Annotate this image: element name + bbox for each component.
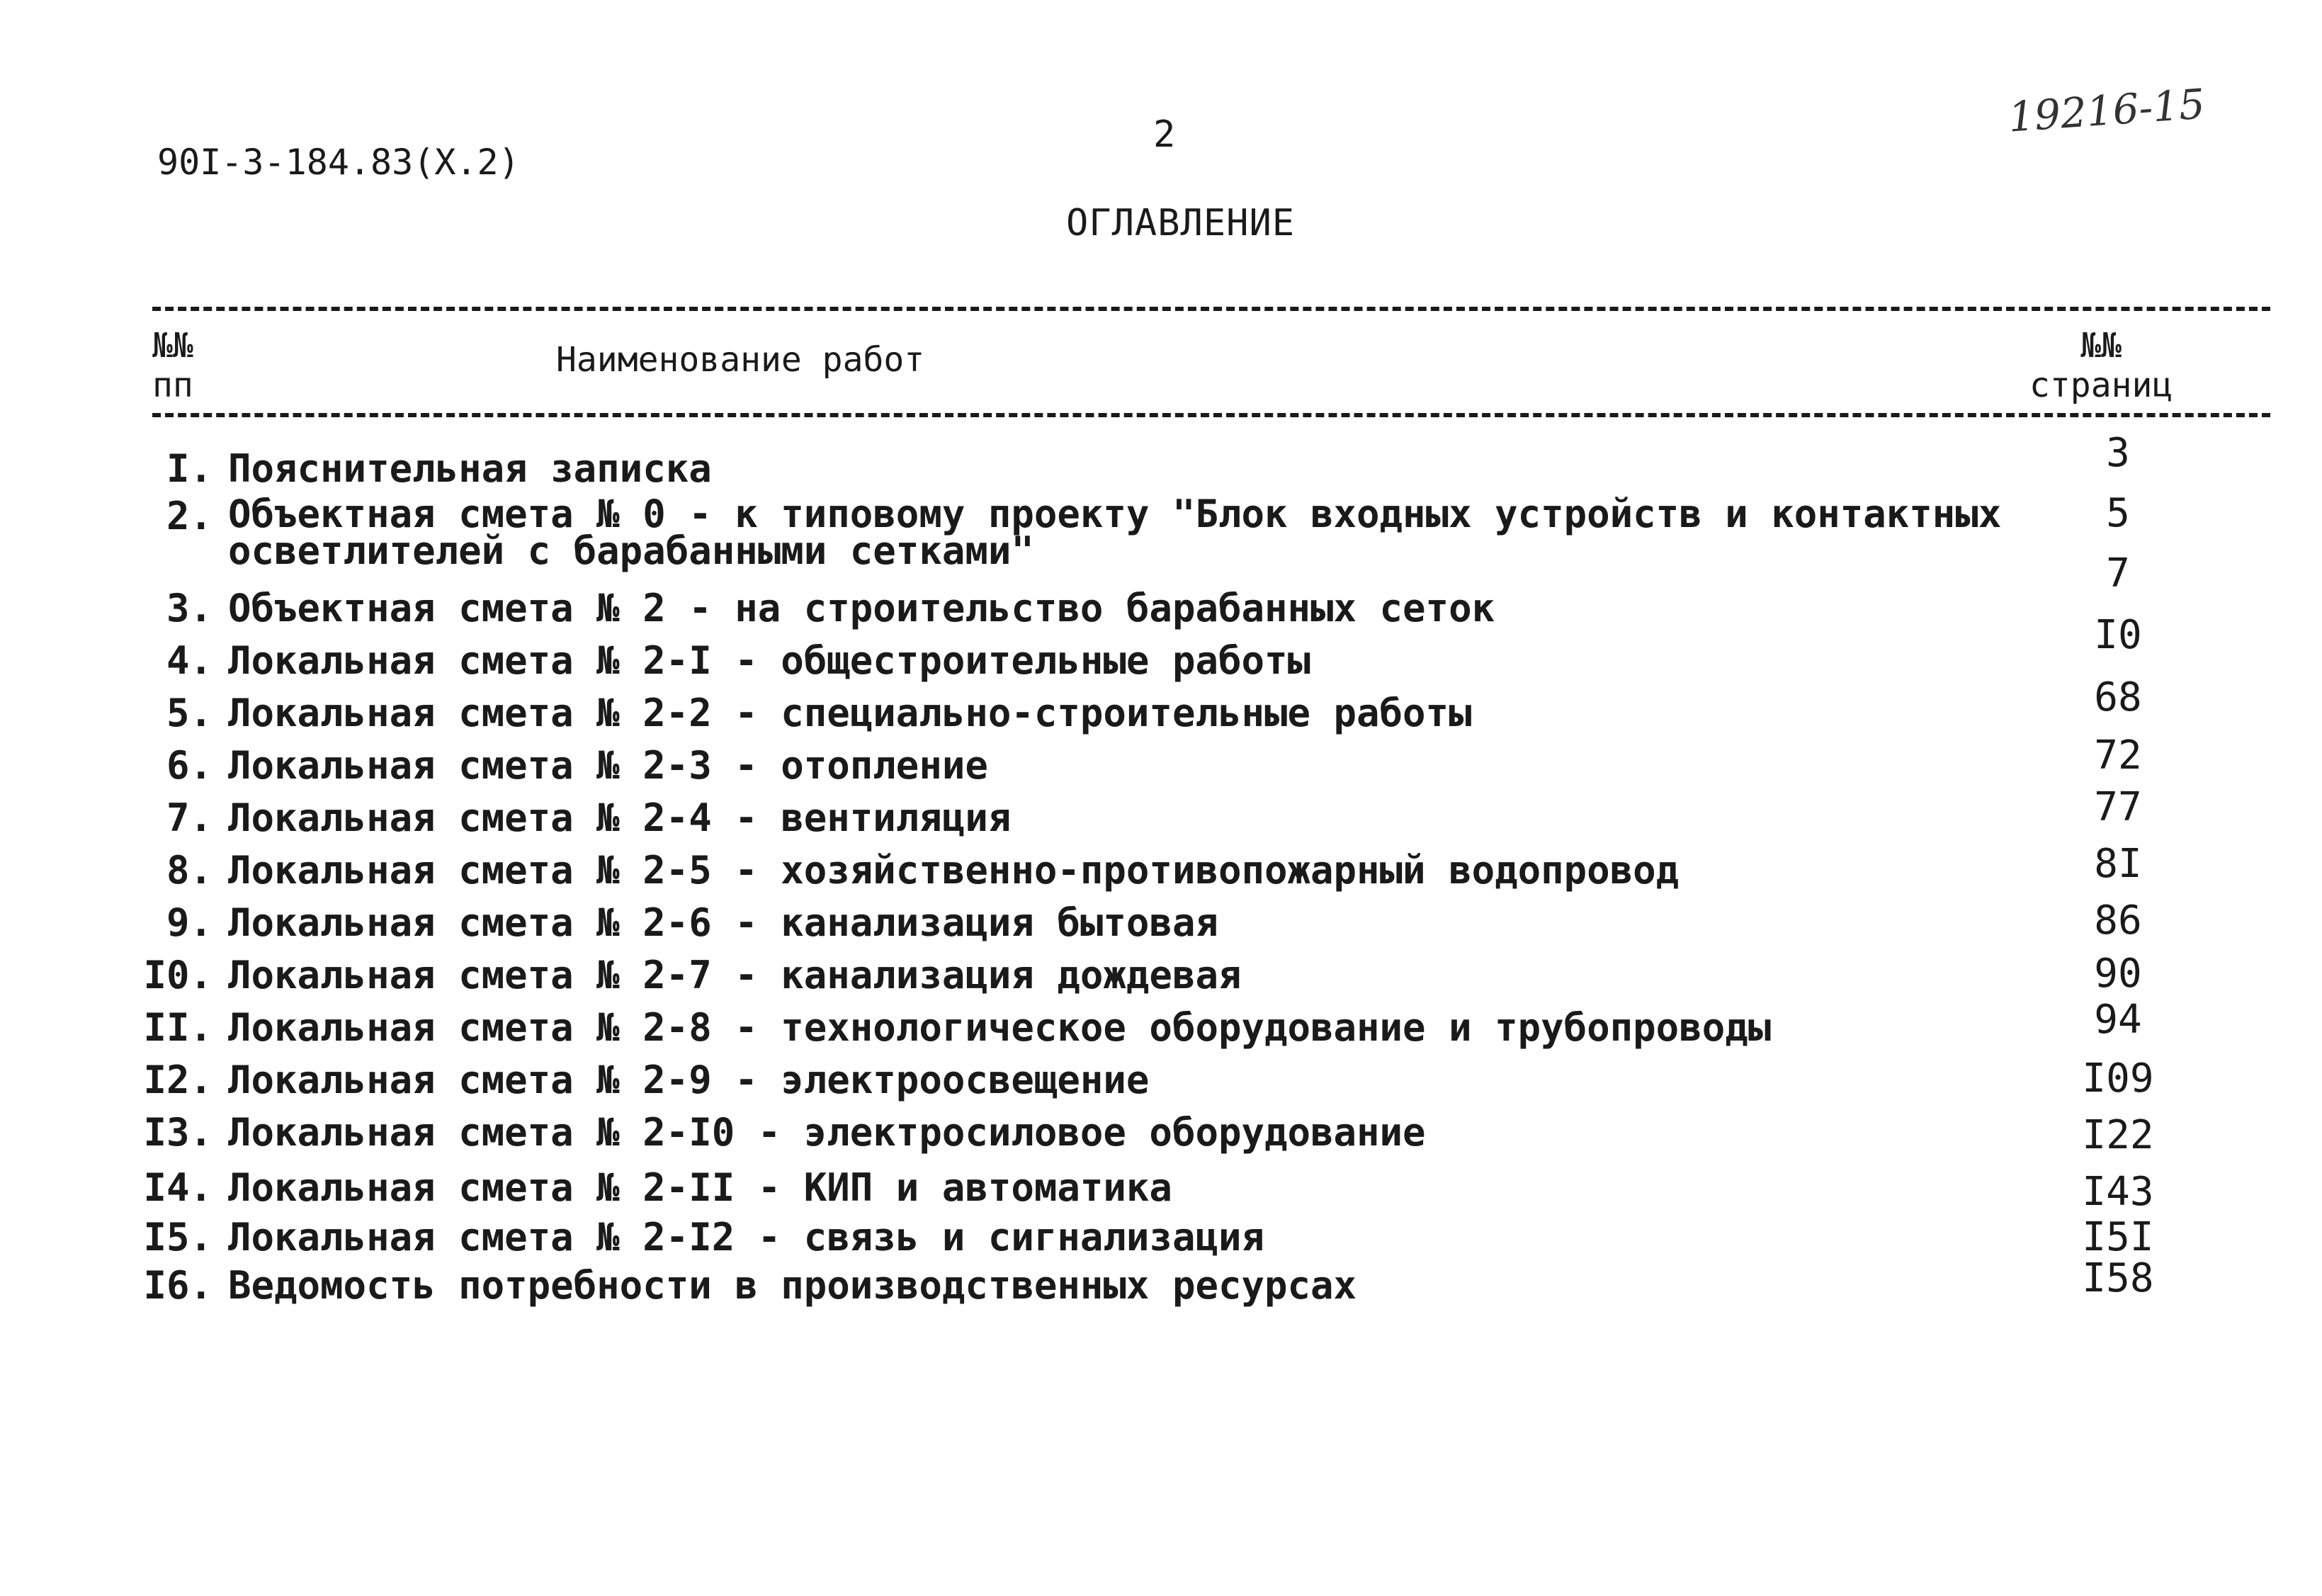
col-header-pages-line-1: №№ — [2080, 326, 2122, 366]
page-ref: 3 — [2106, 430, 2130, 476]
toc-row-title: Локальная смета № 2-3 - отопление — [228, 743, 988, 788]
toc-row — [120, 582, 1495, 635]
toc-row — [120, 1002, 1771, 1054]
toc-row-number: 4. — [166, 638, 213, 683]
toc-row-number: I2. — [143, 1058, 213, 1102]
toc-row-number: I3. — [143, 1110, 213, 1155]
toc-row-number: I4. — [143, 1165, 213, 1210]
toc-row-number: 3. — [166, 586, 213, 630]
toc-row — [120, 1054, 1149, 1107]
page-ref: 68 — [2094, 674, 2142, 720]
toc-row-title: Локальная смета № 2-I2 - связь и сигнализация — [228, 1215, 1264, 1260]
page-ref: 90 — [2094, 951, 2142, 997]
toc-row-title: Локальная смета № 2-9 - электроосвещение — [228, 1058, 1150, 1102]
toc-row-title: Объектная смета № 2 - на строительство барабанных сеток — [228, 586, 1495, 630]
page-ref: 5 — [2106, 490, 2130, 536]
col-header-pages-line-2: страниц — [2029, 366, 2173, 405]
toc-row — [120, 897, 1218, 949]
toc-row-title: Локальная смета № 2-5 - хозяйственно-противопожарный водопровод — [228, 848, 1680, 893]
toc-row — [120, 1211, 1264, 1264]
toc-row-title: Пояснительная записка — [228, 446, 712, 491]
toc-row-number: I5. — [143, 1215, 213, 1260]
page-ref: 86 — [2094, 898, 2142, 944]
document-code: 90I-3-184.83(X.2) — [157, 142, 520, 183]
toc-row — [120, 1107, 1426, 1159]
col-header-number — [152, 326, 193, 405]
page-ref: I0 — [2094, 612, 2142, 658]
toc-row-number: 6. — [166, 743, 213, 788]
page-ref: 7 — [2106, 550, 2130, 596]
toc-row-number: 8. — [166, 848, 213, 893]
toc-row-title: Локальная смета № 2-I0 - электросиловое оборудование — [228, 1110, 1426, 1155]
page-ref: I22 — [2082, 1112, 2154, 1158]
page-number: 2 — [1153, 113, 1176, 156]
toc-row — [120, 635, 1310, 687]
toc-row-title: Локальная смета № 2-4 - вентиляция — [228, 796, 1012, 840]
col-header-number-line-2: пп — [152, 366, 193, 405]
toc-row — [120, 443, 712, 495]
col-header-name: Наименование работ — [556, 340, 925, 380]
col-header-number-line-1: №№ — [152, 326, 193, 366]
toc-row — [120, 740, 988, 792]
header-bottom-divider — [152, 413, 2270, 417]
page-ref: 8I — [2094, 841, 2142, 887]
toc-row-title: Ведомость потребности в производственных ресурсах — [228, 1263, 1357, 1308]
toc-row — [120, 1162, 1172, 1214]
toc-row — [120, 844, 1679, 897]
toc-row — [120, 792, 1011, 844]
toc-row-number: I. — [166, 446, 213, 491]
page-ref: I58 — [2082, 1255, 2154, 1301]
toc-row-number: 2. — [166, 494, 213, 538]
toc-row-title: Объектная смета № 0 - к типовому проекту "Блок входных устройств и контактных осветлителей с барабанными сетками" — [228, 492, 2002, 573]
toc-row — [120, 1260, 1357, 1312]
toc-row-number: II. — [143, 1005, 213, 1050]
toc-row-title: Локальная смета № 2-2 - специально-строительные работы — [228, 691, 1472, 735]
toc-row-number: 5. — [166, 691, 213, 735]
page-title: ОГЛАВЛЕНИЕ — [1066, 202, 1296, 244]
toc-row — [120, 687, 1472, 740]
toc-row-title: Локальная смета № 2-6 - канализация бытовая — [228, 900, 1218, 945]
page-ref: I09 — [2082, 1055, 2154, 1102]
toc-row-number: I6. — [143, 1263, 213, 1308]
toc-row-title: Локальная смета № 2-8 - технологическое оборудование и трубопроводы — [228, 1005, 1772, 1050]
toc-row-number: 9. — [166, 900, 213, 945]
page-ref: 72 — [2094, 732, 2142, 779]
header-top-divider — [152, 307, 2270, 311]
toc-row — [120, 490, 2034, 575]
page-ref: I5I — [2082, 1214, 2154, 1260]
col-header-pages — [2029, 326, 2173, 405]
archive-number: 19216-15 — [2006, 79, 2207, 142]
page-ref: I43 — [2082, 1169, 2154, 1215]
toc-row-number: 7. — [166, 796, 213, 840]
toc-row-title: Локальная смета № 2-I - общестроительные работы — [228, 638, 1311, 683]
page-ref: 94 — [2094, 997, 2142, 1043]
toc-row-number: I0. — [143, 953, 213, 997]
toc-row-title: Локальная смета № 2-II - КИП и автоматика — [228, 1165, 1172, 1210]
toc-row — [120, 949, 1241, 1002]
page-ref: 77 — [2094, 784, 2142, 830]
toc-row-title: Локальная смета № 2-7 - канализация дождевая — [228, 953, 1242, 997]
